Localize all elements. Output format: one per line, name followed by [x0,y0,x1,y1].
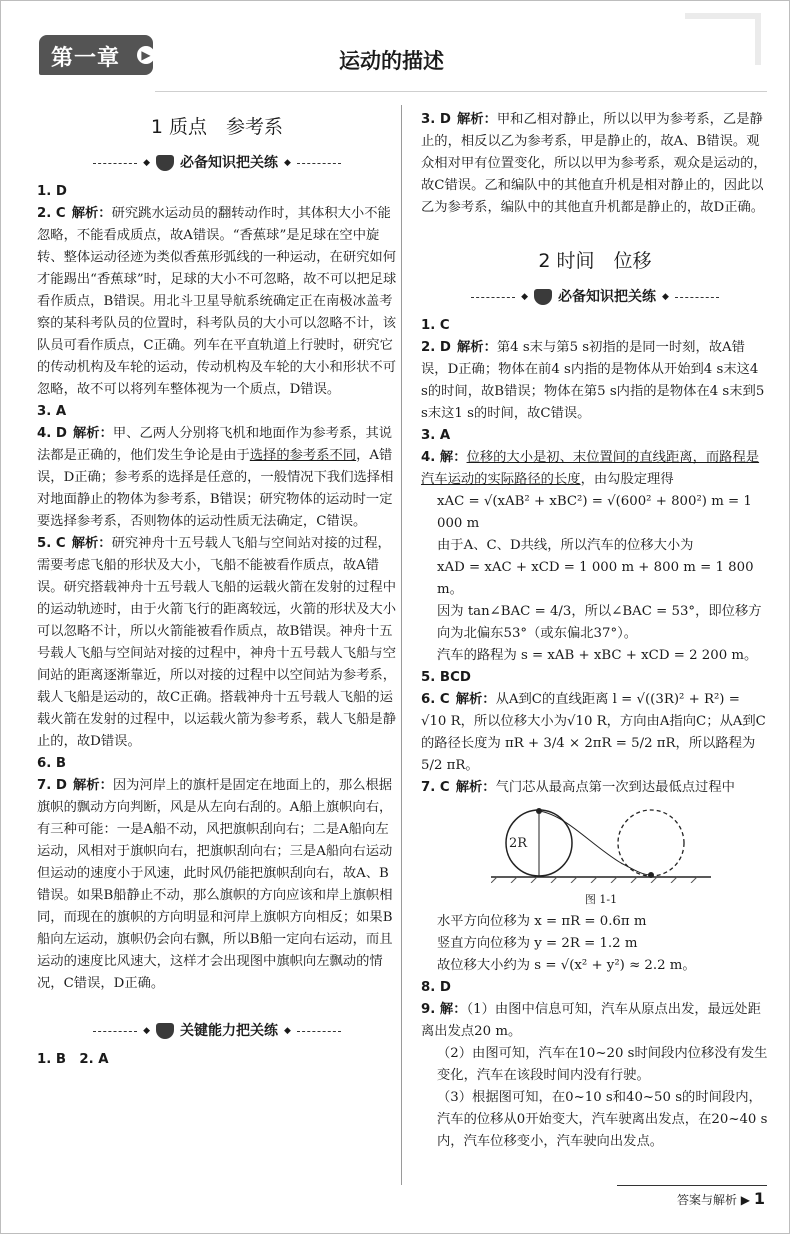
answer-9-part3: （3）根据图可知，在0~10 s和40~50 s的时间段内，汽车的位移从0开始变大，汽车驶离出发点，在20~40 s内，汽车位移变小，汽车驶向出发点。 [437,1090,768,1149]
section-title-2: 2 时间 位移 [538,250,652,272]
answer-3-cont: 3. D 解析：甲和乙相对静止，所以以甲为参考系，乙是静止的，相反以乙为参考系，甲是静止的，故A、B错误。观众相对甲有位置变化，所以以甲为参考系，观众是运动的，故C错误。乙和编队中的其他直升机是相对静止的，因此以乙为参考系，编队中的其他直升机都是静止的，故D正确。 [421,112,767,215]
chapter-title: 运动的描述 [339,49,444,73]
underlined-key-text: 位移的大小是初、末位置间的直线距离，而路程是汽车运动的实际路径的长度 [421,450,760,487]
equation-xad: xAD = xAC + xCD = 1 000 m + 800 m = 1 800 m。 [437,560,754,597]
fig-label-2r: 2R [509,836,528,851]
shield-icon [156,155,174,171]
answer-2: 2. C 解析：研究跳水运动员的翻转动作时，其体积大小不能忽略，不能看成质点，故A错误。“香蕉球”是足球在空中旋转、整体运动径迹为类似香蕉形弧线的一种运动，在研究如何才能踢出“香蕉球”时，足球的大小不可忽略，故不可以把足球看作质点，B错误。用北斗卫星导航系统确定正在南极冰盖考察的某科考队员的位置时，科考队员的大小可以忽略不计，该队员可看作质点，C正确。列车在平直轨道上行驶时，研究它的传动机构及车轮的运动，传动机构及车轮的大小和形状不可忽略，故不可以将列车整体视为一个质点，D错误。 [37,206,397,397]
answer-5: 5. C 解析：研究神舟十五号载人飞船与空间站对接的过程，需要考虑飞船的形状及大小，飞船不能被看作质点，故A错误。研究搭载神舟十五号载人飞船的运载火箭在发射的过程中的运动轨迹时，由于火箭飞行的距离较远，火箭的形状及大小可以忽略不计，所以火箭能被看作质点，故B错误。神舟十五号载人飞船与空间站对接的过程中，神舟十五号载人飞船与空间站的距离逐渐靠近，所以对接的过程中以空间站为参考系，载人飞船是运动的，故C正确。搭载神舟十五号载人飞船的运载火箭在发射的过程中，以运载火箭为参考系，载人飞船是静止的，故D错误。 [37,536,397,749]
answer-5: 5. BCD [421,670,471,685]
answer-7: 7. D 解析：因为河岸上的旗杆是固定在地面上的，那么根据旗帜的飘动方向判断，风是从左向右刮的。A船上旗帜向右，有三种可能：一是A船不动，风把旗帜刮向右；二是A船向左运动，风相对于旗帜向右，把旗帜刮向右；三是A船向右运动但运动的速度小于风速，此时风仍能把旗帜刮向右，故A、B错误。如果B船静止不动，那么旗帜的方向应该和岸上旗帜相同，而现在的旗帜的方向明显和河岸上旗帜方向相反；如果B船向左运动，旗帜仍会向右飘，所以B船一定向右运动，而且运动的速度比风速大，这样才会出现图中旗帜向左飘动的情况，C错误，D正确。 [37,778,393,991]
chapter-badge-label: 第一章 [51,46,121,71]
answer-2: 2. D 解析：第4 s末与第5 s初指的是同一时刻，故A错误，D正确；物体在前4 s内指的是物体从开始到4 s末这4 s的时间，故B错误；物体在第5 s内指的是物体在4 s末到5 s末这1 s的时间，故C错误。 [421,340,765,421]
footer-label: 答案与解析 [676,1193,737,1207]
left-column [37,109,397,1071]
answer-1: 1. C [421,318,450,333]
answer-1: 1. D [37,184,67,199]
underlined-key-text: 选择的参考系不同 [249,448,357,463]
column-divider [401,105,402,1185]
banner-key: ◆ 关键能力把关练 ◆ [37,1017,397,1045]
answer-9-part2: （2）由图可知，汽车在10~20 s时间段内位移没有发生变化，汽车在该段时间内没有行驶。 [437,1046,768,1083]
banner-label: 必备知识把关练 [180,155,278,171]
shield-icon [534,289,552,305]
answer-7: 7. C 解析：气门芯从最高点第一次到达最低点过程中 [421,780,735,795]
equation-xac: xAC = √(xAB² + xBC²) = √(600² + 800²) m = 1 000 m [437,494,752,531]
corner-decoration [685,13,761,65]
banner-basic-1: ◆ 必备知识把关练 ◆ [37,149,397,177]
chevron-right-icon: ▶ [137,46,155,64]
answer-4-line4: 汽车的路程为 s = xAB + xBC + xCD = 2 200 m。 [437,648,758,663]
section-title-1: 1 质点 参考系 [150,116,284,138]
answer-7-line3: 故位移大小约为 s = √(x² + y²) ≈ 2.2 m。 [437,958,696,973]
figure-1-1 [491,805,769,907]
answer-6: 6. B [37,756,67,771]
eagle-icon [156,1023,174,1039]
answer-4: 4. D 解析：甲、乙两人分别将飞机和地面作为参考系，其说法都是正确的，他们发生争论是由于选择的参考系不同，A错误，D正确；参考系的选择是任意的，一般情况下我们选择相对地面静止的物体为参考系，B错误；研究物体的运动时一定要选择参考系，否则物体的运动性质无法确定，C错误。 [37,426,394,529]
play-icon: ▶ [740,1193,751,1207]
answer-3: 3. A [421,428,451,443]
figure-caption: 图 1-1 [584,893,618,906]
header-rule [155,91,767,92]
page-number: 1 [753,1189,765,1208]
key-answers: 1. B 2. A [37,1052,109,1067]
banner-basic-2: ◆ 必备知识把关练 ◆ [421,283,769,311]
rolling-wheel-diagram [491,805,711,883]
answer-4-line2: 由于A、C、D共线，所以汽车的位移大小为 [437,538,694,553]
answer-4-line3: 因为 tan∠BAC = 4/3，所以∠BAC = 53°，即位移方向为北偏东53°（或东偏北37°）。 [437,604,762,641]
answer-7-line2: 竖直方向位移为 y = 2R = 1.2 m [437,936,638,951]
banner-label: 关键能力把关练 [180,1023,278,1039]
answer-4: 4. 解：位移的大小是初、末位置间的直线距离，而路程是汽车运动的实际路径的长度，由勾股定理得 [421,450,760,487]
answer-8: 8. D [421,980,451,995]
right-column [421,109,769,1153]
answer-6: 6. C 解析：从A到C的直线距离 l = √((3R)² + R²) = √10 R，所以位移大小为√10 R，方向由A指向C；从A到C的路径长度为 πR + 3/4 × 2πR = 5/2 πR，所以路程为 5/2 πR。 [421,692,766,773]
answer-3: 3. A [37,404,67,419]
answer-9: 9. 解：（1）由图中信息可知，汽车从原点出发，最远处距离出发点20 m。 [421,1002,761,1039]
chapter-badge [39,35,153,75]
banner-label: 必备知识把关练 [558,289,656,305]
answer-7-line1: 水平方向位移为 x = πR = 0.6π m [437,914,647,929]
page-footer [615,1185,775,1209]
